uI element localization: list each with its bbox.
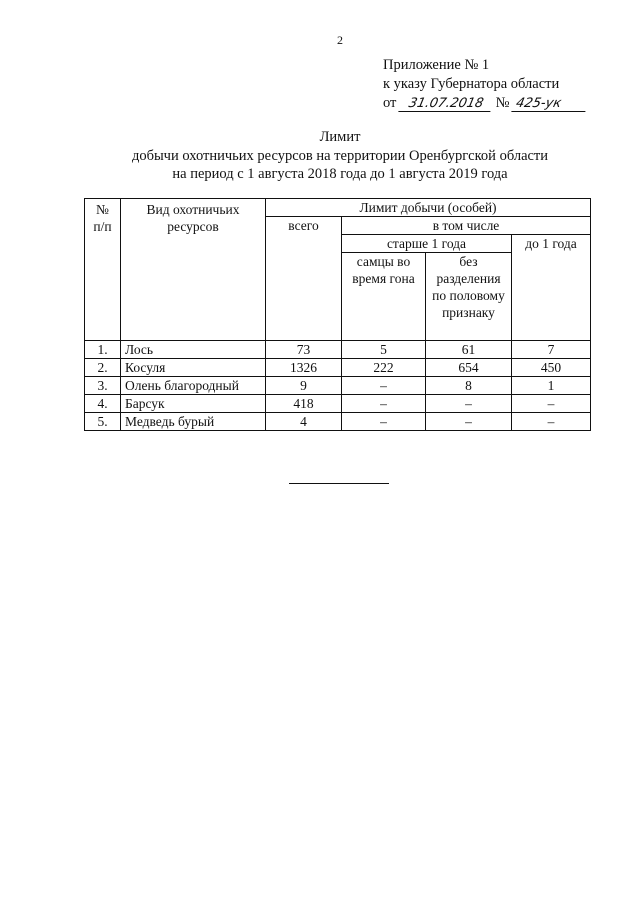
table-row <box>85 341 591 359</box>
title-line-1: Лимит <box>319 129 361 145</box>
row-num: 2. <box>85 359 121 377</box>
row-species: Барсук <box>121 395 266 413</box>
from-label: от <box>383 95 397 111</box>
row-num: 1. <box>85 341 121 359</box>
row-no-sex: – <box>426 395 512 413</box>
row-males: – <box>342 395 426 413</box>
row-males: – <box>342 377 426 395</box>
row-no-sex: 654 <box>426 359 512 377</box>
row-total: 73 <box>266 341 342 359</box>
signature-divider <box>289 483 389 484</box>
row-males: – <box>342 413 426 431</box>
header-no-sex: без разделения по половому признаку <box>426 253 512 341</box>
header-older: старше 1 года <box>342 235 512 253</box>
row-under: – <box>512 395 591 413</box>
page-number: 2 <box>337 33 343 47</box>
header-num: № п/п <box>85 199 121 341</box>
row-males: 222 <box>342 359 426 377</box>
document-title <box>0 128 640 184</box>
appendix-block <box>383 56 587 113</box>
row-total: 4 <box>266 413 342 431</box>
table-row <box>85 359 591 377</box>
header-total: всего <box>266 217 342 341</box>
header-males: самцы во время гона <box>342 253 426 341</box>
row-num: 4. <box>85 395 121 413</box>
row-species: Косуля <box>121 359 266 377</box>
row-species: Олень благородный <box>121 377 266 395</box>
appendix-title: Приложение № 1 <box>383 57 490 73</box>
row-no-sex: 8 <box>426 377 512 395</box>
table-row <box>85 395 591 413</box>
row-under: – <box>512 413 591 431</box>
header-species: Вид охотничьих ресурсов <box>121 199 266 341</box>
row-total: 1326 <box>266 359 342 377</box>
limits-table <box>84 198 591 431</box>
title-line-3: на период с 1 августа 2018 года до 1 августа 2019 года <box>172 166 508 182</box>
row-no-sex: – <box>426 413 512 431</box>
row-total: 418 <box>266 395 342 413</box>
header-including: в том числе <box>342 217 591 235</box>
row-num: 5. <box>85 413 121 431</box>
row-species: Медведь бурый <box>121 413 266 431</box>
row-no-sex: 61 <box>426 341 512 359</box>
title-line-2: добычи охотничьих ресурсов на территории Оренбургской области <box>131 147 549 164</box>
table-row <box>85 377 591 395</box>
row-num: 3. <box>85 377 121 395</box>
decree-date: 31.07.2018 <box>398 96 493 112</box>
header-limit: Лимит добычи (особей) <box>266 199 591 217</box>
appendix-date-line <box>383 94 587 113</box>
number-label: № <box>495 95 510 111</box>
decree-number: 425-ук <box>511 96 588 112</box>
row-under: 450 <box>512 359 591 377</box>
row-under: 7 <box>512 341 591 359</box>
row-total: 9 <box>266 377 342 395</box>
row-under: 1 <box>512 377 591 395</box>
appendix-decree: к указу Губернатора области <box>383 76 560 92</box>
header-under: до 1 года <box>512 235 591 341</box>
row-species: Лось <box>121 341 266 359</box>
table-row <box>85 413 591 431</box>
row-males: 5 <box>342 341 426 359</box>
